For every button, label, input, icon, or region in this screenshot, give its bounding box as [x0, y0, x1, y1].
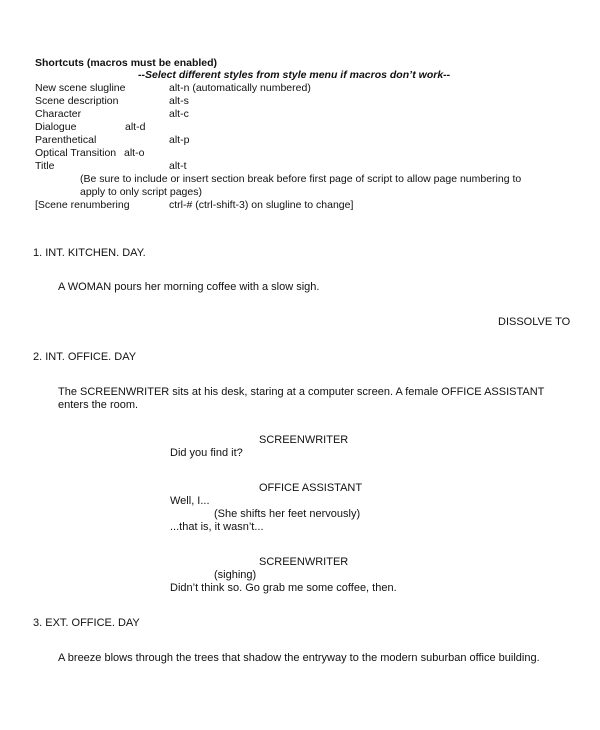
shortcut-label-scene-description: Scene description — [35, 95, 119, 107]
shortcut-label-title: Title — [35, 160, 55, 172]
character-office-assistant: OFFICE ASSISTANT — [259, 482, 363, 494]
dialogue-3: Didn’t think so. Go grab me some coffee, then. — [170, 582, 397, 594]
shortcut-key-dialogue: alt-d — [125, 121, 146, 133]
shortcut-label-dialogue: Dialogue — [35, 121, 77, 133]
shortcut-label-slugline: New scene slugline — [35, 82, 126, 94]
shortcuts-subtitle: --Select different styles from style menu if macros don’t work-- — [138, 69, 451, 81]
character-screenwriter-2: SCREENWRITER — [259, 556, 349, 568]
scene-1-slugline: 1. INT. KITCHEN. DAY. — [33, 247, 146, 259]
section-break-note-line2: apply to only script pages) — [80, 186, 202, 198]
parenthetical-2: (She shifts her feet nervously) — [214, 508, 361, 520]
scene-2-slugline: 2. INT. OFFICE. DAY — [33, 351, 137, 363]
shortcut-key-parenthetical: alt-p — [169, 134, 190, 146]
dialogue-2a: Well, I... — [170, 495, 210, 507]
shortcut-key-slugline: alt-n (automatically numbered) — [169, 82, 311, 94]
shortcut-key-character: alt-c — [169, 108, 189, 120]
dialogue-2b: ...that is, it wasn’t... — [170, 521, 264, 533]
shortcut-key-title: alt-t — [169, 160, 187, 172]
transition-dissolve: DISSOLVE TO — [498, 316, 571, 328]
character-screenwriter-1: SCREENWRITER — [259, 434, 349, 446]
shortcut-key-scene-description: alt-s — [169, 95, 189, 107]
scene-2-action-line1: The SCREENWRITER sits at his desk, staring at a computer screen. A female OFFICE ASSISTANT — [58, 386, 545, 398]
shortcut-label-optical-transition: Optical Transition — [35, 147, 117, 159]
scene-3-action: A breeze blows through the trees that shadow the entryway to the modern suburban office building. — [58, 652, 540, 664]
parenthetical-3: (sighing) — [214, 569, 257, 581]
dialogue-1: Did you find it? — [170, 447, 243, 459]
scene-3-slugline: 3. EXT. OFFICE. DAY — [33, 617, 140, 629]
section-break-note-line1: (Be sure to include or insert section break before first page of script to allow page numbering to — [80, 173, 522, 185]
shortcut-key-optical-transition: alt-o — [124, 147, 145, 159]
renumber-label: [Scene renumbering — [35, 199, 130, 211]
shortcut-label-parenthetical: Parenthetical — [35, 134, 97, 146]
scene-1-action: A WOMAN pours her morning coffee with a slow sigh. — [58, 281, 320, 293]
scene-2-action-line2: enters the room. — [58, 399, 139, 411]
shortcuts-title: Shortcuts (macros must be enabled) — [35, 57, 218, 69]
shortcut-label-character: Character — [35, 108, 82, 120]
renumber-key: ctrl-# (ctrl-shift-3) on slugline to change] — [169, 199, 354, 211]
